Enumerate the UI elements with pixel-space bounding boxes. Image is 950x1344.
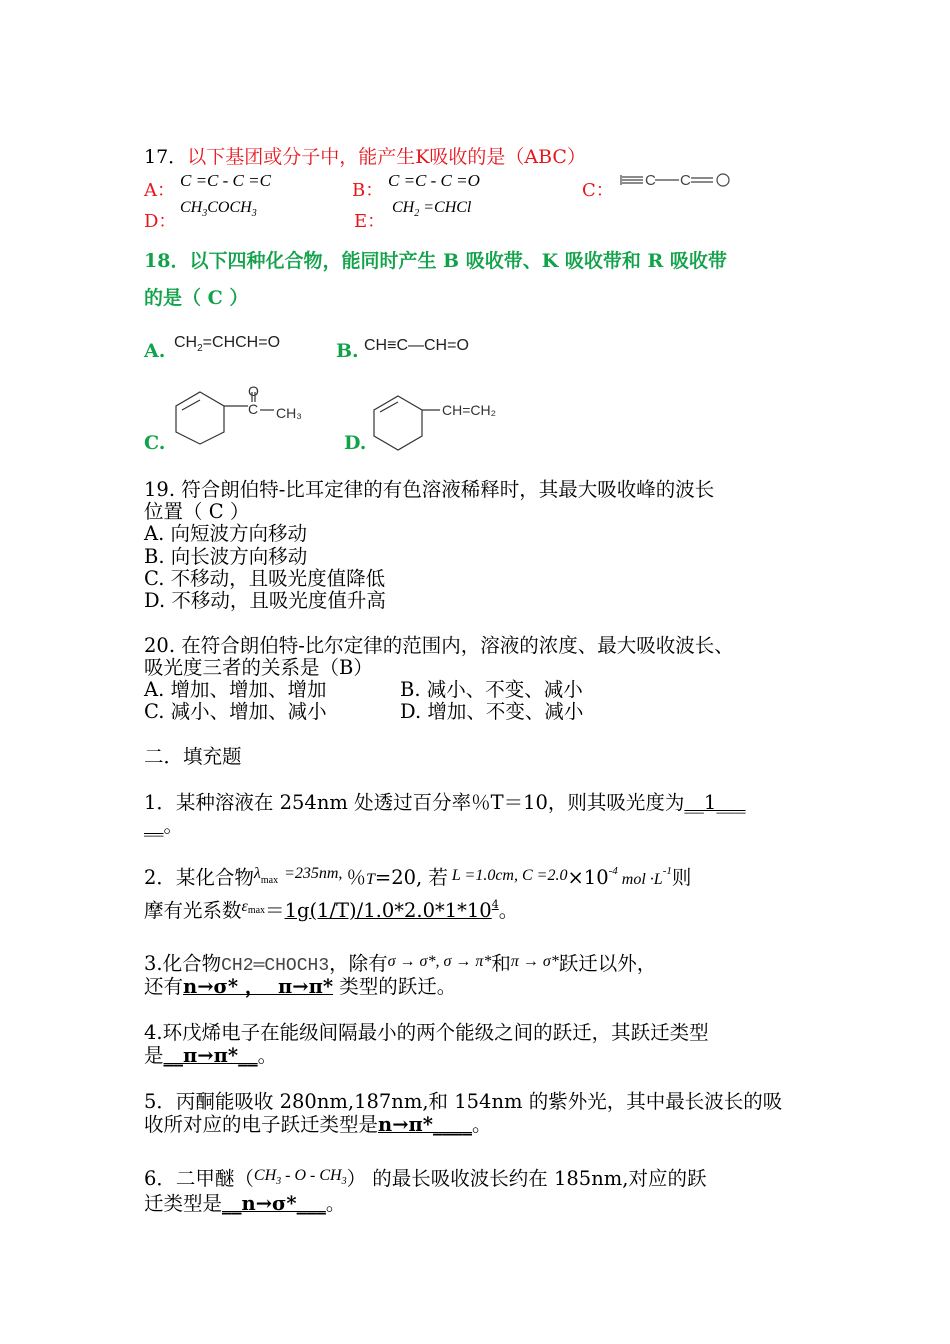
q17-b-formula: C =C - C =O [388,171,480,190]
q20-option-c: C. 减小、增加、减小 [144,700,327,723]
q19-option-a: A. 向短波方向移动 [144,522,307,545]
f3-post: 跃迁以外， [558,952,657,975]
q18-c-label: C. [144,432,166,454]
f2-lambda: λ [253,865,261,882]
q20-option-a: A. 增加、增加、增加 [144,678,327,701]
f2-lambda-value: =235nm, [284,865,343,882]
f5-line1: 5．丙酮能吸收 280nm,187nm,和 154nm 的紫外光，其中最长波长的吸 [144,1090,783,1113]
f5-end: 。 [472,1113,492,1136]
f2-T-value: =20, 若 [374,866,448,889]
f2-percent: ％ [346,866,366,889]
f2-unit: mol ·L [621,871,663,888]
f3-mid: ，除有 [329,952,388,975]
f3-line2-pre: 还有 [144,975,184,998]
q19-line1: 19. 符合朗伯特-比耳定律的有色溶液稀释时，其最大吸收峰的波长 [144,478,715,501]
svg-text:CH=CH₂: CH=CH₂ [442,402,497,418]
f1-text: 1．某种溶液在 254nm 处透过百分率％T＝10，则其吸光度为 [144,791,685,814]
f1-line1 [144,791,746,814]
f5-line2 [144,1113,492,1136]
q17-a-formula: C =C - C =C [180,171,271,190]
q18-d-label: D. [344,432,367,454]
q19-option-c: C. 不移动，且吸光度值降低 [144,567,386,590]
f3-line2 [144,975,456,998]
q17-d-formula: $CH_3COCH_3$ [180,199,257,220]
q17-c-label: C： [582,180,614,201]
q18-d-styrene-structure [370,392,520,454]
q17-number: 17． [144,146,188,168]
f2-exp: -4 [608,865,618,877]
f5-answer: n→π*____ [378,1113,473,1136]
q18-a-label: A. [144,340,166,362]
f1-end: 。 [163,814,184,837]
q18-line2: 的是（ C ） [144,287,249,309]
f2-pre: 2．某化合物 [144,866,254,889]
f2-end: 。 [498,899,519,922]
q20-line2: 吸光度三者的关系是（B） [144,656,373,679]
f2-answer: 1g(1/T)/1.0*2.0*1*10 [284,899,492,922]
f6-formula: CH3 - O - CH3 [253,1167,347,1188]
q20-line1: 20. 在符合朗伯特-比尔定律的范围内，溶液的浓度、最大吸收波长、 [144,634,734,657]
f4-answer: __π→π*__ [163,1044,258,1067]
q17-d-label: D： [144,211,177,232]
f2-T: T [365,871,375,888]
svg-text:CH₃: CH₃ [276,405,302,421]
q17-e-formula: $CH_2$ =CHCl [392,199,472,220]
q18-b-structure: CH≡C—CH=O [364,337,469,354]
f2-then: 则 [671,866,692,889]
q19-line2: 位置（ C ） [144,500,250,523]
f4-line2-pre: 是 [144,1044,164,1067]
f1-answer-tail: __ [144,814,164,837]
q18-b-label: B. [336,340,359,362]
svg-text:C: C [680,172,691,189]
f2-line2-pre: 摩有光系数 [144,899,242,922]
f4-line1: 4.环戊烯电子在能级间隔最小的两个能级之间的跃迁，其跃迁类型 [144,1021,709,1044]
f3-transition-1: σ → σ*, σ → π* [387,953,492,970]
f6-post: ） 的最长吸收波长约在 185nm,对应的跃 [346,1167,707,1190]
q18-line1: 18．以下四种化合物，能同时产生 B 吸收带、K 吸收带和 R 吸收带 [144,250,727,272]
f6-answer: __n→σ*___ [222,1192,326,1215]
svg-text:O: O [248,384,259,399]
f3-transition-2: π → σ* [510,953,559,970]
f2-lambda-sub: max [260,875,279,886]
f2-eq: ＝ [265,899,285,922]
f2-line2 [144,899,518,926]
q17-b-label: B： [352,180,384,201]
f4-line2 [144,1044,277,1067]
f6-line2-pre: 迁类型是 [144,1192,223,1215]
q17-c-structure [615,168,735,192]
f2-epsilon-sub: max [247,905,266,916]
f3-line2-post: 类型的跃迁。 [339,975,457,998]
svg-text:C: C [645,172,656,189]
section2-title: 二．填充题 [144,745,242,768]
f6-pre: 6．二甲醚（ [144,1167,254,1190]
q17-a-label: A： [144,180,175,201]
q20-option-d: D. 增加、不变、减小 [400,700,584,723]
f2-answer-exp: 4 [491,898,499,911]
f2-times: ×10 [567,866,609,889]
f2-epsilon: ε [241,898,248,915]
f5-line2-pre: 收所对应的电子跃迁类型是 [144,1113,379,1136]
q18-c-acetophenone-structure [170,384,320,454]
f2-L-expr: L =1.0cm, C =2.0 [451,867,568,884]
f2-unit-exp: -1 [662,865,672,877]
f2-line1 [144,866,691,893]
svg-text:C: C [248,401,259,417]
f3-pre: 3.化合物 [144,952,222,975]
f1-answer: __1___ [684,791,746,814]
q19-option-d: D. 不移动，且吸光度值升高 [144,589,386,612]
f6-end: 。 [325,1192,346,1215]
q20-option-b: B. 减小、不变、减小 [400,678,583,701]
q18-a-structure: $CH_2=CHCH=O$ [174,334,281,355]
f6-line2 [144,1192,345,1215]
f1-line2 [144,814,183,837]
f3-and: 和 [491,952,511,975]
q19-option-b: B. 向长波方向移动 [144,545,308,568]
f4-end: 。 [257,1044,278,1067]
q17-stem [144,146,586,169]
f3-formula: CH2═CHOCH3 [221,956,330,976]
f3-answer: n→σ* ， π→π* [183,975,334,998]
q17-text: 以下基团或分子中，能产生K吸收的是（ABC） [187,146,586,168]
q17-e-label: E： [354,211,386,232]
